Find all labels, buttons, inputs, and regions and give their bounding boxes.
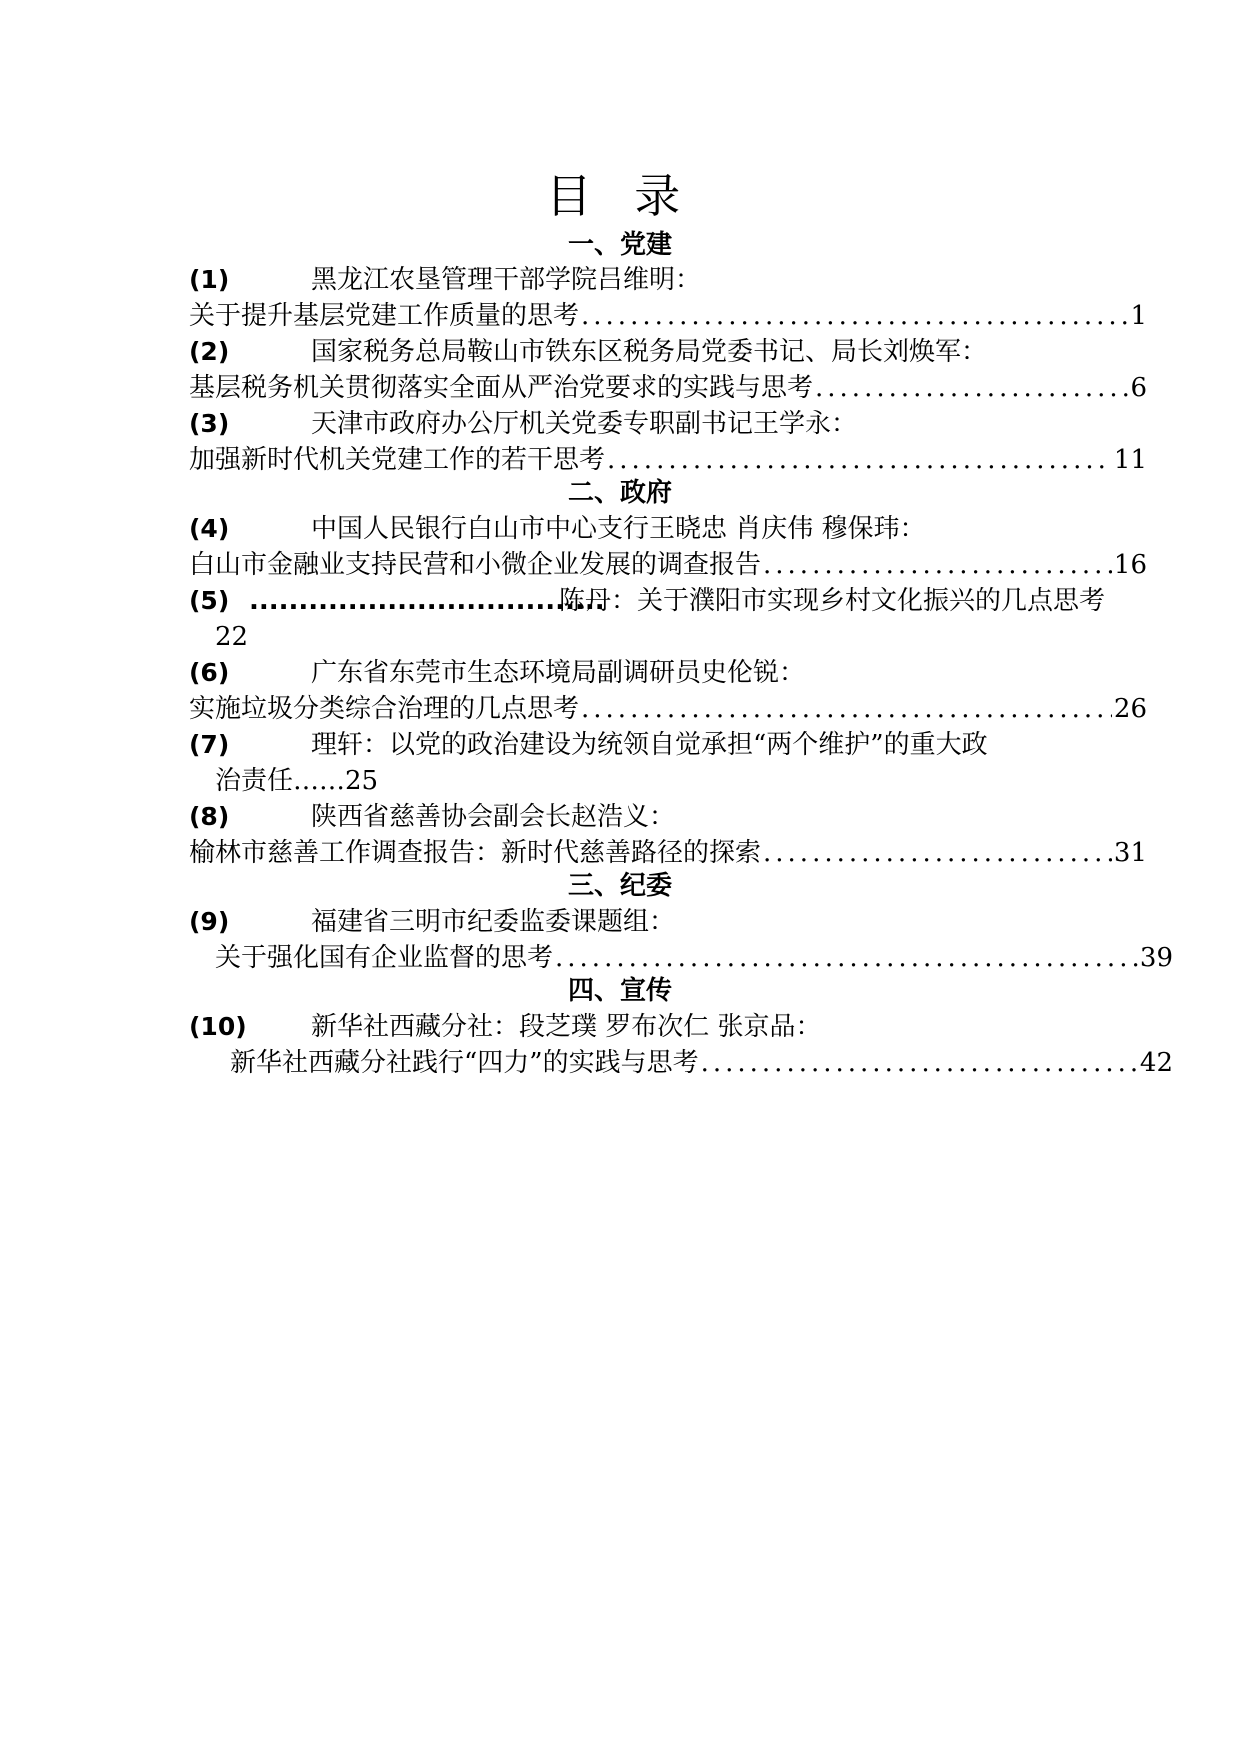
dot-leader bbox=[763, 836, 1112, 870]
dot-leader bbox=[607, 443, 1112, 477]
entry-number: (7) bbox=[189, 730, 230, 759]
entry-author: 新华社西藏分社：段芝璞 罗布次仁 张京品： bbox=[311, 1012, 822, 1042]
toc-entry[interactable] bbox=[189, 371, 1147, 405]
page-number: 31 bbox=[1113, 838, 1147, 868]
page-title: 目 录 bbox=[545, 169, 695, 223]
entry-title: 陈丹：关于濮阳市实现乡村文化振兴的几点思考 bbox=[559, 586, 1106, 616]
toc-entry[interactable] bbox=[230, 1046, 1173, 1080]
entry-author: 黑龙江农垦管理干部学院吕维明： bbox=[311, 265, 702, 295]
page-number: 42 bbox=[1139, 1048, 1173, 1078]
toc-entry[interactable] bbox=[189, 692, 1147, 726]
entry-title: 新华社西藏分社践行“四力”的实践与思考 bbox=[230, 1048, 699, 1078]
entry-title: 关于提升基层党建工作质量的思考 bbox=[189, 301, 580, 331]
dot-leader: .................................... bbox=[249, 586, 605, 616]
entry-title: 理轩：以党的政治建设为统领自觉承担“两个维护”的重大政 bbox=[311, 730, 988, 760]
entry-title: 实施垃圾分类综合治理的几点思考 bbox=[189, 694, 580, 724]
page-number: 26 bbox=[1113, 694, 1147, 724]
section-heading-government: 二、政府 bbox=[567, 478, 672, 508]
entry-title: 加强新时代机关党建工作的若干思考 bbox=[189, 445, 606, 475]
section-heading-publicity: 四、宣传 bbox=[567, 976, 672, 1006]
page-number: 11 bbox=[1113, 445, 1147, 475]
entry-number: (6) bbox=[189, 658, 230, 687]
entry-number: (1) bbox=[189, 265, 230, 294]
entry-title: 基层税务机关贯彻落实全面从严治党要求的实践与思考 bbox=[189, 373, 814, 403]
entry-title: 白山市金融业支持民营和小微企业发展的调查报告 bbox=[189, 550, 762, 580]
toc-entry[interactable] bbox=[215, 941, 1173, 975]
page-number: 39 bbox=[1139, 943, 1173, 973]
entry-title: 关于强化国有企业监督的思考 bbox=[215, 943, 554, 973]
entry-number: (2) bbox=[189, 337, 230, 366]
section-heading-discipline: 三、纪委 bbox=[567, 871, 672, 901]
dot-leader bbox=[581, 692, 1112, 726]
toc-entry[interactable] bbox=[189, 443, 1147, 477]
dot-leader bbox=[815, 371, 1128, 405]
entry-author: 广东省东莞市生态环境局副调研员史伦锐： bbox=[311, 658, 806, 688]
entry-title-continuation: 治责任……25 bbox=[215, 766, 379, 796]
entry-title: 榆林市慈善工作调查报告：新时代慈善路径的探索 bbox=[189, 838, 762, 868]
entry-number: (5) bbox=[189, 586, 230, 615]
entry-number: (9) bbox=[189, 907, 230, 936]
page-number: 6 bbox=[1130, 373, 1147, 403]
entry-number: (10) bbox=[189, 1012, 247, 1041]
entry-author: 天津市政府办公厅机关党委专职副书记王学永： bbox=[311, 409, 858, 439]
dot-leader bbox=[581, 299, 1128, 333]
page-number: 22 bbox=[215, 622, 249, 652]
toc-entry[interactable] bbox=[189, 836, 1147, 870]
dot-leader bbox=[763, 548, 1112, 582]
entry-author: 中国人民银行白山市中心支行王晓忠 肖庆伟 穆保玮： bbox=[311, 514, 926, 544]
dot-leader bbox=[555, 941, 1138, 975]
entry-number: (4) bbox=[189, 514, 230, 543]
toc-entry[interactable] bbox=[189, 299, 1147, 333]
entry-author: 国家税务总局鞍山市铁东区税务局党委书记、局长刘焕军： bbox=[311, 337, 988, 367]
dot-leader bbox=[701, 1046, 1138, 1080]
page-number: 16 bbox=[1113, 550, 1147, 580]
entry-author: 福建省三明市纪委监委课题组： bbox=[311, 907, 676, 937]
entry-author: 陕西省慈善协会副会长赵浩义： bbox=[311, 802, 676, 832]
entry-number: (3) bbox=[189, 409, 230, 438]
page-number: 1 bbox=[1130, 301, 1147, 331]
toc-entry[interactable] bbox=[189, 548, 1147, 582]
entry-number: (8) bbox=[189, 802, 230, 831]
section-heading-party-building: 一、党建 bbox=[567, 230, 672, 260]
